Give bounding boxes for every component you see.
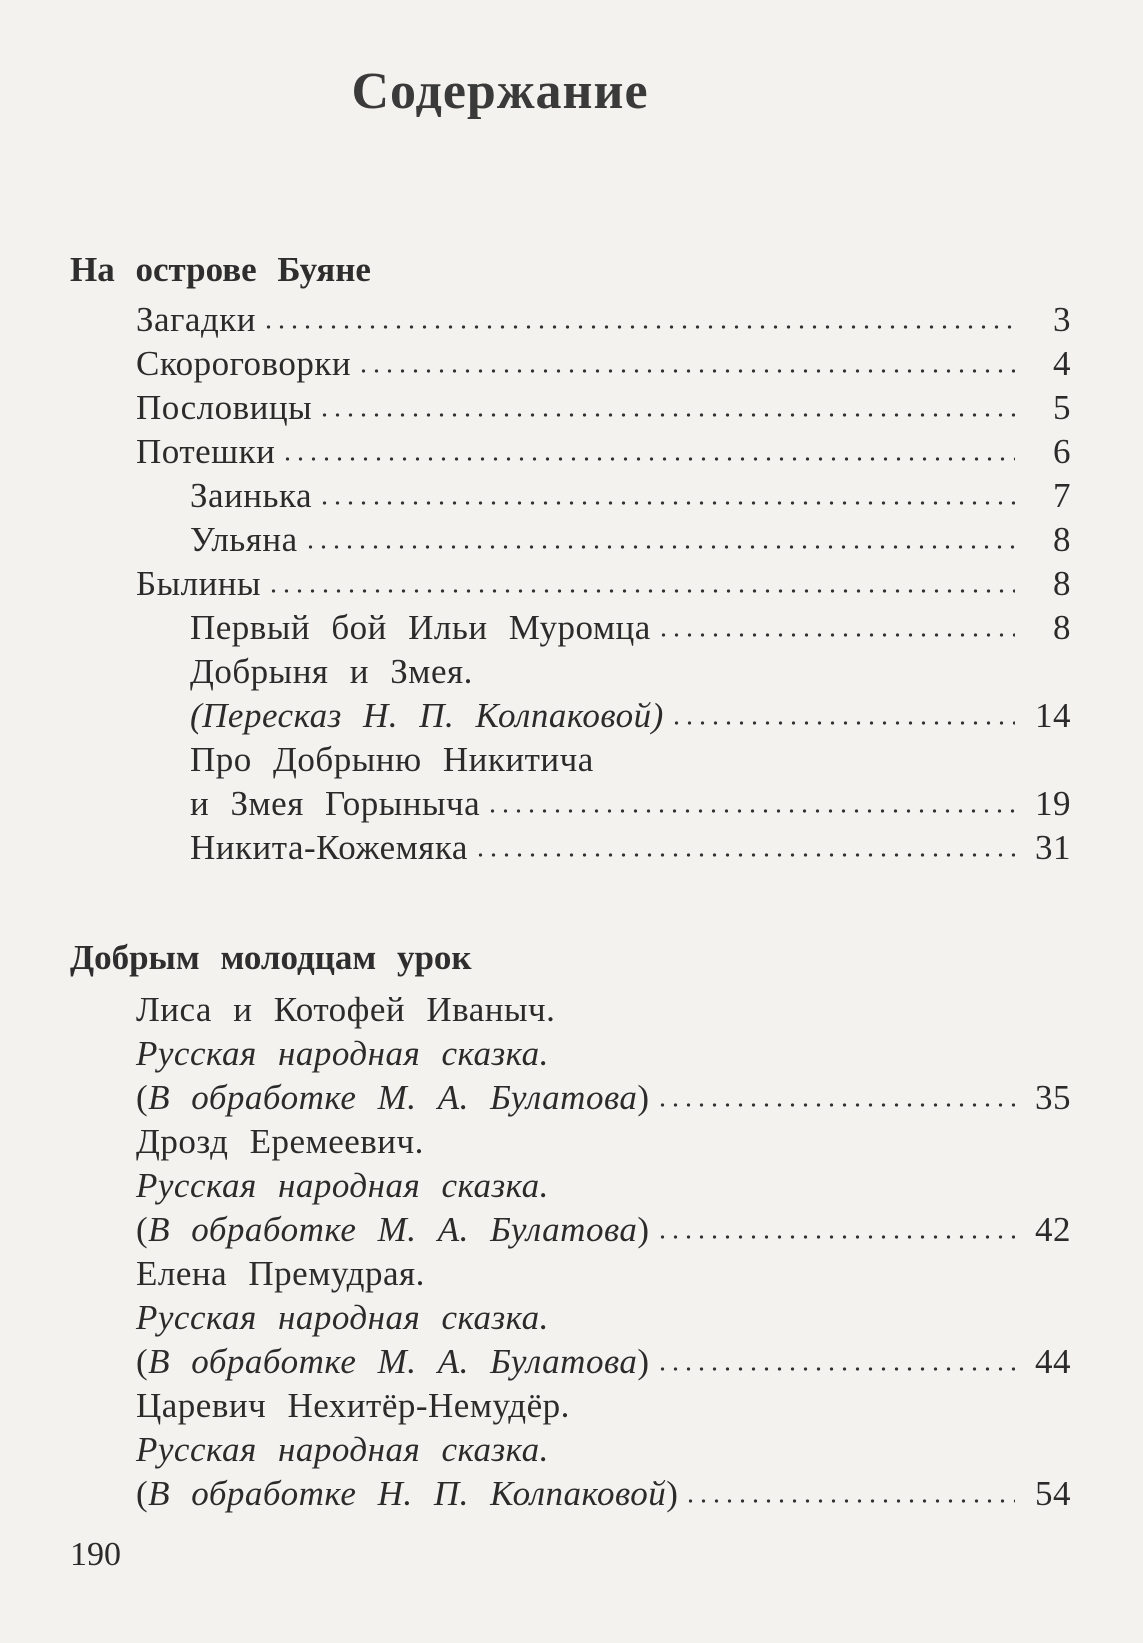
toc-entry-page: 7 <box>1053 476 1071 515</box>
dot-leader <box>304 542 1015 552</box>
dot-leader <box>318 410 1015 420</box>
toc-entry-page: 44 <box>1035 1342 1071 1381</box>
dot-leader <box>262 322 1015 332</box>
toc-entry[interactable] <box>190 606 1071 650</box>
toc-entry-title: Про Добрыню Никитича <box>190 740 594 779</box>
toc-entry-title: Дрозд Еремеевич. <box>136 1122 424 1161</box>
dot-leader <box>670 718 1015 728</box>
toc-entry-title: Заинька <box>190 476 313 515</box>
dot-leader <box>684 1496 1015 1506</box>
toc-entry-note: (В обработке М. А. Булатова) <box>136 1078 650 1117</box>
toc-entry-page: 4 <box>1053 344 1071 383</box>
toc-entry-subtitle: Русская народная сказка. <box>136 1166 549 1205</box>
toc-entry-page: 31 <box>1035 828 1071 867</box>
toc-entry-title: Загадки <box>136 300 257 339</box>
toc-entry[interactable] <box>190 782 1071 826</box>
toc-entry-subtitle: Русская народная сказка. <box>136 1034 549 1073</box>
toc-entry-page: 8 <box>1053 564 1071 603</box>
toc-entry-title: Потешки <box>136 432 276 471</box>
toc-entry-title: Пословицы <box>136 388 313 427</box>
toc-entry[interactable] <box>136 386 1071 430</box>
toc-entry-title: Елена Премудрая. <box>136 1254 425 1293</box>
toc-entry[interactable] <box>136 430 1071 474</box>
toc-entry[interactable] <box>136 1076 1071 1120</box>
toc-entry-title: Добрыня и Змея. <box>190 652 473 691</box>
toc-entry-title: Царевич Нехитёр-Немудёр. <box>136 1386 570 1425</box>
toc-entry-subtitle: Русская народная сказка. <box>136 1430 549 1469</box>
toc-entry[interactable] <box>136 562 1071 606</box>
toc-entry-page: 54 <box>1035 1474 1071 1513</box>
toc-entry[interactable] <box>190 694 1071 738</box>
toc-entry-title: Ульяна <box>190 520 298 559</box>
toc-entry-title: Былины <box>136 564 262 603</box>
toc-entry-note: (В обработке М. А. Булатова) <box>136 1342 650 1381</box>
dot-leader <box>281 454 1015 464</box>
dot-leader <box>657 630 1015 640</box>
toc-entry-page: 3 <box>1053 300 1071 339</box>
dot-leader <box>357 366 1015 376</box>
toc-entry-note: (В обработке М. А. Булатова) <box>136 1210 650 1249</box>
dot-leader <box>656 1232 1015 1242</box>
toc-entry-subtitle: Русская народная сказка. <box>136 1298 549 1337</box>
section-heading: На острове Буяне <box>70 250 371 289</box>
toc-entry[interactable] <box>190 474 1071 518</box>
toc-entry[interactable] <box>136 1472 1071 1516</box>
toc-entry[interactable] <box>190 826 1071 870</box>
toc-entry[interactable] <box>190 518 1071 562</box>
toc-entry-page: 42 <box>1035 1210 1071 1249</box>
toc-entry-title: Лиса и Котофей Иваныч. <box>136 990 556 1029</box>
toc-entry[interactable] <box>136 298 1071 342</box>
section-heading: Добрым молодцам урок <box>70 938 472 977</box>
toc-entry-page: 5 <box>1053 388 1071 427</box>
dot-leader <box>656 1364 1015 1374</box>
dot-leader <box>318 498 1015 508</box>
toc-entry-page: 8 <box>1053 520 1071 559</box>
dot-leader <box>656 1100 1015 1110</box>
toc-entry[interactable] <box>136 342 1071 386</box>
toc-entry[interactable] <box>136 1340 1071 1384</box>
toc-entry-page: 19 <box>1035 784 1071 823</box>
page-number: 190 <box>70 1536 121 1573</box>
dot-leader <box>486 806 1015 816</box>
toc-entry-page: 35 <box>1035 1078 1071 1117</box>
toc-entry-note: (Пересказ Н. П. Колпаковой) <box>190 696 664 735</box>
dot-leader <box>267 586 1015 596</box>
toc-entry-page: 14 <box>1035 696 1071 735</box>
toc-entry-note: (В обработке Н. П. Колпаковой) <box>136 1474 679 1513</box>
page-title: Содержание <box>351 63 649 120</box>
toc-entry-title: Скороговорки <box>136 344 352 383</box>
toc-entry-title: Первый бой Ильи Муромца <box>190 608 651 647</box>
toc-entry-page: 8 <box>1053 608 1071 647</box>
toc-entry-title: Никита-Кожемяка <box>190 828 468 867</box>
dot-leader <box>474 850 1015 860</box>
toc-entry[interactable] <box>136 1208 1071 1252</box>
toc-entry-title-cont: и Змея Горыныча <box>190 784 481 823</box>
toc-entry-page: 6 <box>1053 432 1071 471</box>
